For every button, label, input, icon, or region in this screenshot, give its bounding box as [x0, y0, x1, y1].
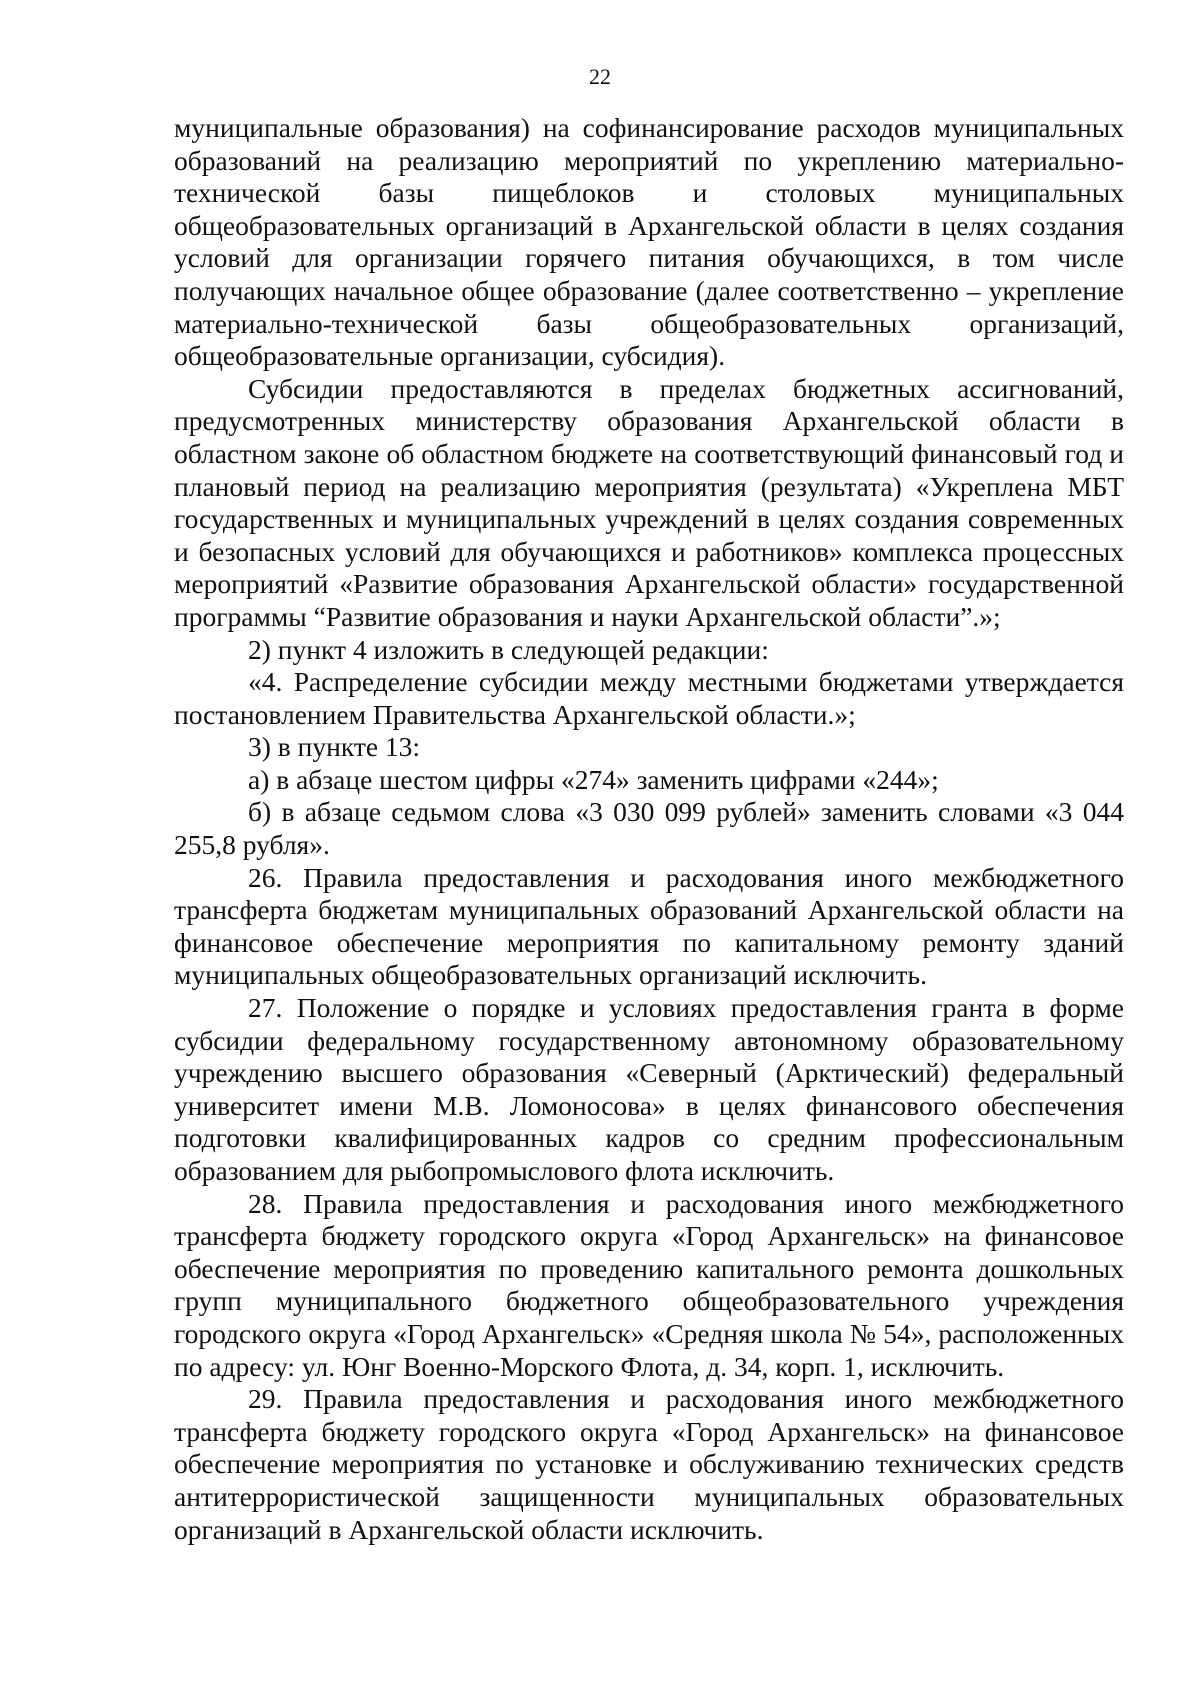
paragraph-2: Субсидии предоставляются в пределах бюджетных ассигнований, предусмотренных министерству образования Архангельской области в областном законе об областном бюджете на соответствующий финансовый год и плановый период на реализацию мероприятия (результата) «Укреплена МБТ государственных и муниципальных учреждений в целях создания современных и безопасных условий для обучающихся и работников» комплекса процессных мероприятий «Развитие образования Архангельской области» государственной программы “Развитие образования и науки Архангельской области”.»;	[174, 372, 1124, 632]
paragraph-5: 3) в пункте 13:	[248, 731, 421, 763]
paragraph-9: 27. Положение о порядке и условиях предоставления гранта в форме субсидии федеральному государственному автономному образовательному учреждению высшего образования «Северный (Арктический) федеральный университет имени М.В. Ломоносова» в целях финансового обеспечения подготовки квалифицированных кадров со средним профессиональным образованием для рыбопромыслового флота исключить.	[174, 992, 1124, 1186]
paragraph-11: 29. Правила предоставления и расходования иного межбюджетного трансферта бюджету городского округа «Город Архангельск» на финансовое обеспечение мероприятия по установке и обслуживанию технических средств антитеррористической защищенности муниципальных образовательных организаций в Архангельской области исключить.	[174, 1383, 1124, 1545]
paragraph-1: муниципальные образования) на софинансирование расходов муниципальных образований на реализацию мероприятий по укреплению материально-технической базы пищеблоков и столовых муниципальных общеобразовательных организаций в Архангельской области в целях создания условий для организации горячего питания обучающихся, в том числе получающих начальное общее образование (далее соответственно – укрепление материально-технической базы общеобразовательных организаций, общеобразовательные организации, субсидия).	[174, 112, 1124, 372]
paragraph-10: 28. Правила предоставления и расходования иного межбюджетного трансферта бюджету городского округа «Город Архангельск» на финансовое обеспечение мероприятия по проведению капитального ремонта дошкольных групп муниципального бюджетного общеобразовательного учреждения городского округа «Город Архангельск» «Средняя школа № 54», расположенных по адресу: ул. Юнг Военно-Морского Флота, д. 34, корп. 1, исключить.	[174, 1187, 1124, 1382]
paragraph-7: б) в абзаце седьмом слова «3 030 099 рублей» заменить словами «3 044 255,8 рубля».	[174, 796, 1124, 861]
page-number: 22	[589, 64, 611, 89]
paragraph-8: 26. Правила предоставления и расходования иного межбюджетного трансферта бюджетам муниципальных образований Архангельской области на финансовое обеспечение мероприятия по капитальному ремонту зданий муниципальных общеобразовательных организаций исключить.	[174, 861, 1124, 991]
paragraph-3: 2) пункт 4 изложить в следующей редакции:	[248, 633, 769, 665]
paragraph-6: а) в абзаце шестом цифры «274» заменить цифрами «244»;	[248, 763, 939, 795]
document-body	[174, 112, 1124, 1546]
paragraph-4: «4. Распределение субсидии между местными бюджетами утверждается постановлением Правительства Архангельской области.»;	[174, 666, 1124, 730]
